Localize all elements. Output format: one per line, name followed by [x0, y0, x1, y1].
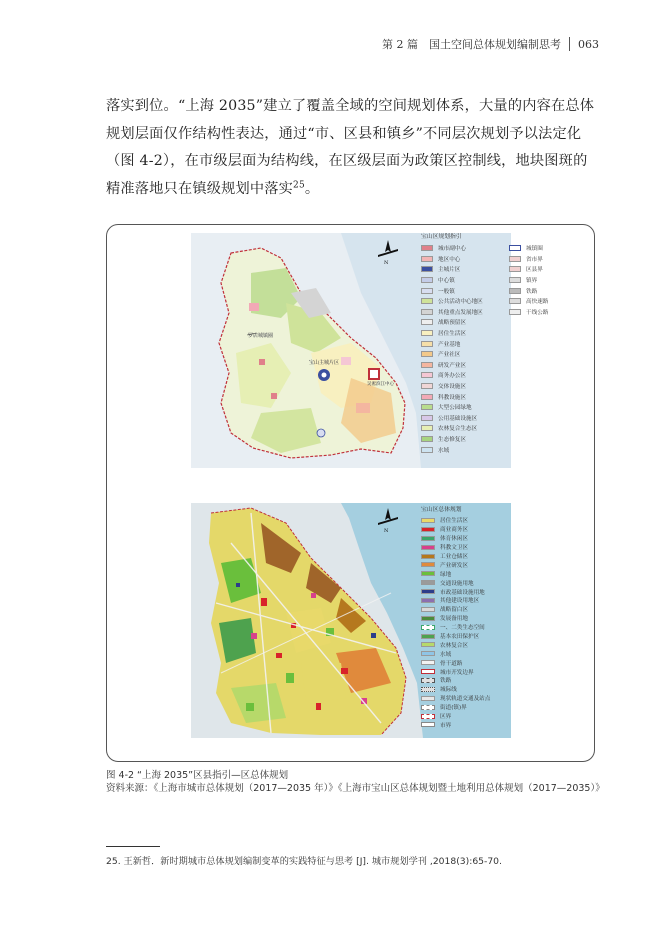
legend-item: 高快速路	[509, 296, 569, 307]
legend-item: 交体设施区	[421, 381, 509, 392]
paragraph-text: 落实到位。“上海 2035”建立了覆盖全域的空间规划体系，大量的内容在总体规划层面仅作结构性表达，通过“市、区县和镇乡”不同层次规划予以法定化（图 4-2），在市级层面为结构线，在区级层面为政策区控制线，地块图斑的精准落地只在镇级规划中落实	[106, 98, 595, 197]
legend-item: 科教设施区	[421, 391, 509, 402]
legend-1-col-b	[509, 243, 569, 455]
legend-item: 镇界	[509, 275, 569, 286]
map-1-legend	[421, 231, 569, 455]
legend-item: 产业基地	[421, 338, 509, 349]
period: 。	[304, 180, 320, 197]
legend-item: 工业仓储区	[421, 552, 490, 561]
legend-1-col-a	[421, 243, 509, 455]
legend-item: 研发产业区	[421, 360, 509, 371]
legend-item: 发展备用地	[421, 614, 490, 623]
legend-item: 现状轨道交通及站点	[421, 694, 490, 703]
legend-item: 主城片区	[421, 264, 509, 275]
svg-text:N: N	[384, 260, 389, 265]
legend-item: 产业社区	[421, 349, 509, 360]
legend-item: 干线公路	[509, 307, 569, 318]
legend-item: 市政基础设施用地	[421, 587, 490, 596]
map-2-legend	[421, 504, 490, 729]
footnote-divider	[106, 846, 160, 847]
legend-item: 街道(镇)界	[421, 703, 490, 712]
legend-item: 骨干道路	[421, 658, 490, 667]
legend-item: 城市开发边界	[421, 667, 490, 676]
legend-item: 交通设施用地	[421, 578, 490, 587]
legend-item: 区界	[421, 712, 490, 721]
legend-item: 铁路	[421, 676, 490, 685]
figure-frame	[106, 224, 595, 762]
legend-item: 省市界	[509, 254, 569, 265]
map1-label-baoshan: 宝山主城片区	[309, 360, 340, 366]
page-number: 063	[578, 37, 599, 51]
legend-item: 其他建设用地区	[421, 596, 490, 605]
running-header	[382, 36, 599, 52]
legend-item: 农林复合区	[421, 640, 490, 649]
legend-item: 其他重点发展地区	[421, 307, 509, 318]
legend-item: 铁路	[509, 285, 569, 296]
caption-title: 图 4-2 “上海 2035”区县指引—区总体规划	[106, 770, 289, 781]
legend-item: 市界	[421, 720, 490, 729]
legend-item: 科教文卫区	[421, 543, 490, 552]
section-title: 第 2 篇 国土空间总体规划编制思考	[382, 38, 561, 51]
legend-item: 城市副中心	[421, 243, 509, 254]
figure-caption	[106, 769, 605, 795]
svg-text:N: N	[384, 528, 389, 533]
footnote-ref: 25	[293, 179, 305, 190]
header-divider	[569, 37, 570, 51]
legend-item: 战略留白区	[421, 605, 490, 614]
legend-item: 居住生活区	[421, 328, 509, 339]
legend-item: 商业商务区	[421, 525, 490, 534]
legend-item: 居住生活区	[421, 516, 490, 525]
footnote: 25. 王新哲．新时期城市总体规划编制变革的实践特征与思考 [J]. 城市规划学刊 ,2018(3):65-70.	[106, 856, 502, 867]
legend-item: 产业研发区	[421, 560, 490, 569]
legend-item: 商务办公区	[421, 370, 509, 381]
legend-item: 生态修复区	[421, 434, 509, 445]
legend-item: 公用基础设施区	[421, 413, 509, 424]
legend-item: 大型公园绿地	[421, 402, 509, 413]
map1-label-luodian: 罗店城镇圈	[248, 333, 274, 339]
north-arrow-1	[375, 239, 401, 269]
legend-item: 体育休闲区	[421, 534, 490, 543]
legend-item: 一、二类生态空间	[421, 623, 490, 632]
legend-2-title: 宝山区总体规划	[421, 507, 462, 513]
legend-item: 一般镇	[421, 285, 509, 296]
legend-item: 中心镇	[421, 275, 509, 286]
legend-item: 城际线	[421, 685, 490, 694]
legend-item: 绿地	[421, 569, 490, 578]
legend-item: 地区中心	[421, 254, 509, 265]
legend-1-title: 宝山区规划指引	[421, 234, 462, 240]
north-arrow-2	[375, 507, 401, 537]
legend-item: 区县界	[509, 264, 569, 275]
legend-item: 农林复合生态区	[421, 423, 509, 434]
body-paragraph	[106, 93, 596, 203]
legend-item: 城镇圈	[509, 243, 569, 254]
legend-item: 水域	[421, 444, 509, 455]
caption-source: 资料来源：《上海市城市总体规划（2017—2035 年）》《上海市宝山区总体规划暨土地利用总体规划（2017—2035）》	[106, 783, 605, 794]
legend-item: 基本农田保护区	[421, 632, 490, 641]
legend-item: 公共活动中心地区	[421, 296, 509, 307]
map1-label-wusong: 吴淞滨江中心	[367, 382, 394, 387]
legend-item: 水域	[421, 649, 490, 658]
legend-item: 战略预留区	[421, 317, 509, 328]
